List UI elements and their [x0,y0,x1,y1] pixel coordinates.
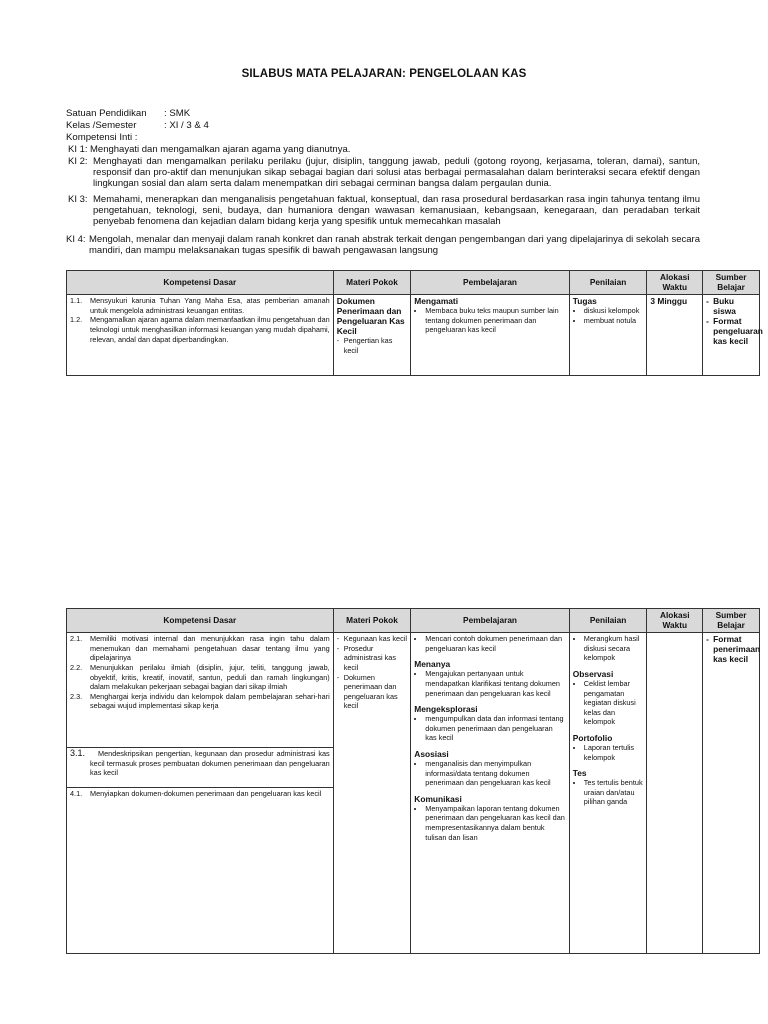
ki-3 [68,194,700,228]
materi-pokok-cell [333,295,411,376]
kd-item [70,749,330,778]
header-sumber-belajar: Sumber Belajar [703,609,760,633]
sumber-item: - Buku siswa [706,296,756,316]
alokasi-waktu-cell [647,633,703,954]
materi-item: - Prosedur administrasi kas kecil [337,644,408,673]
table-header-row [67,609,760,633]
ki-text: Menghayati dan mengamalkan perilaku perilaku (jujur, disiplin, tanggung jawab, peduli (gotong royong, kerjasama, toleran, damai), santun, responsif dan pro-aktif dan menunjukan sikap sebagai bagian dari solusi atas berbagai permasalahan dalam berinteraksi secara efektif dengan lingkungan sosial dan alam serta dalam menempatkan diri sebagai cerminan bangsa dalam pergaulan dunia. [93,156,700,190]
ki-code: KI 3: [68,194,88,205]
ki-1 [68,144,700,155]
kd-number: 2.1. [70,634,83,644]
meta-label: Kelas /Semester [66,120,137,131]
penilaian-item: • diskusi kelompok [584,306,644,316]
ki-text: Mengolah, menalar dan menyaji dalam ranah konkret dan ranah abstrak terkait dengan pengembangan dari yang dipelajarinya di sekolah secara mandiri, dan mampu melaksanakan tugas spesifik di bawah pengawasan langsung [89,234,700,257]
kompetensi-dasar-cell [67,295,334,376]
sumber-item: - Format pengeluaran kas kecil [706,316,763,347]
pembelajaran-item: • mengumpulkan data dan informasi tentang dokumen penerimaan dan pengeluaran kas kecil [425,714,565,743]
pembelajaran-item: • Membaca buku teks maupun sumber lain tentang dokumen penerimaan dan pengeluaran kas kecil [425,306,565,335]
kompetensi-dasar-cell [67,748,334,788]
materi-item-text: Kegunaan kas kecil [343,634,407,644]
pembelajaran-item: • Mengajukan pertanyaan untuk mendapatkan klarifikasi tentang dokumen penerimaan dan pengeluaran kas kecil [425,669,565,698]
materi-pokok-cell [333,633,411,954]
sumber-belajar-cell [703,295,763,376]
kd-text: Mendeskripsikan pengertian, kegunaan dan prosedur administrasi kas kecil termasuk proses pembuatan dokumen penerimaan dan pengeluaran kas kecil [90,749,330,778]
materi-item-text: Pengertian kas kecil [343,336,393,355]
sumber-item-text: Format pengeluaran kas kecil [713,316,763,347]
header-penilaian: Penilaian [569,271,647,295]
kd-item [70,692,330,711]
header-sumber-belajar: Sumber Belajar [703,271,760,295]
kd-text: Memiliki motivasi internal dan menunjukkan rasa ingin tahu dalam menemukan dan memahami pengetahuan dasar tentang ilmu yang dipelajarinya [90,634,330,663]
pembelajaran-title: Mengeksplorasi [414,704,478,715]
header-pembelajaran: Pembelajaran [411,609,569,633]
kd-text: Menunjukkan perilaku ilmiah (disiplin, jujur, teliti, tanggung jawab, obyektif, kritis, kreatif, inovatif, santun, peduli dan ramah lingkungan) dalam melakukan pekerjaan sebagai bagian dari sikap ilmiah [90,662,330,692]
header-materi-pokok: Materi Pokok [333,609,411,633]
pembelajaran-title: Komunikasi [414,793,462,804]
pembelajaran-cell [411,633,569,954]
meta-value: : XI / 3 & 4 [164,120,209,131]
sumber-item-text: Format penerimaan kas kecil [713,634,761,665]
pembelajaran-title: Mengamati [414,296,459,307]
materi-item-text: Prosedur administrasi kas kecil [343,643,397,672]
silabus-table-2 [66,608,760,954]
penilaian-title: Observasi [572,668,614,679]
pembelajaran-cell [411,295,569,376]
document-title: SILABUS MATA PELAJARAN: PENGELOLAAN KAS [241,68,527,80]
kd-text: Mengamalkan ajaran agama dalam memanfaatkan ilmu pengetahuan dan teknologi untuk menghasilkan informasi keuangan yang mudah dipahami, relevan, andal dan dapat diperbandingkan. [90,315,330,344]
kd-number: 4.1. [70,789,83,799]
pembelajaran-title: Menanya [414,659,451,670]
kd-text: Menyiapkan dokumen-dokumen penerimaan dan pengeluaran kas kecil [90,789,322,799]
pembelajaran-title: Asosiasi [414,748,449,759]
penilaian-title: Tugas [572,296,597,307]
table-header-row [67,271,760,295]
ki-text: Memahami, menerapkan dan menganalisis pengetahuan faktual, konseptual, dan rasa prosedural berdasarkan rasa ingin tahunya tentang ilmu pengetahuan, teknologi, seni, budaya, dan humaniora dengan wawasan kemanusiaan, kebangsaan, kenegaraan, dan peradaban terkait penyebab fenomena dan kejadian dalam bidang kerja yang spesifik untuk memecahkan masalah [93,194,700,228]
pembelajaran-item: • Mencari contoh dokumen penerimaan dan pengeluaran kas kecil [425,634,565,653]
sumber-item: - Format penerimaan kas kecil [706,634,761,665]
header-alokasi-waktu: Alokasi Waktu [647,271,703,295]
kd-item [70,315,330,344]
ki-code: KI 2: [68,156,88,167]
kompetensi-dasar-cell [67,633,334,748]
ki-code: KI 4: [66,234,86,245]
silabus-table-1 [66,270,763,376]
penilaian-item: • Tes tertulis bentuk uraian dan/atau pilihan ganda [584,778,644,807]
kd-text: Menghargai kerja individu dan kelompok dalam pembelajaran sehari-hari sebagai wujud implementasi sikap kerja [90,691,330,711]
penilaian-title: Portofolio [572,732,613,743]
penilaian-item: • membuat notula [584,316,644,326]
ki-4 [66,234,700,256]
penilaian-cell [569,295,647,376]
penilaian-title: Tes [572,768,587,779]
materi-item-text: Dokumen penerimaan dan pengeluaran kas kecil [343,672,398,711]
kd-item [70,634,330,663]
kd-number: 1.1. [70,296,83,306]
alokasi-waktu-cell: 3 Minggu [647,295,703,376]
kd-number: 2.2. [70,662,83,672]
materi-item: - Kegunaan kas kecil [336,634,407,644]
header-kompetensi-dasar: Kompetensi Dasar [67,271,334,295]
kompetensi-inti-label: Kompetensi Inti : [66,132,138,143]
kd-number: 1.2. [70,315,83,325]
table-row [67,633,760,748]
sumber-belajar-cell [703,633,760,954]
header-pembelajaran: Pembelajaran [411,271,569,295]
ki-code: KI 1: [68,144,88,155]
kd-item [70,789,330,799]
meta-value: : SMK [164,108,191,119]
ki-text: Menghayati dan mengamalkan ajaran agama yang dianutnya. [90,144,351,155]
pembelajaran-item: • Menyampaikan laporan tentang dokumen penerimaan dan pengeluaran kas kecil dan mempresentasikannya dalam bentuk tulisan dan lisan [425,804,565,842]
materi-title: Dokumen Penerimaan dan Pengeluaran Kas Kecil [336,296,405,337]
header-kompetensi-dasar: Kompetensi Dasar [67,609,334,633]
materi-item: - Dokumen penerimaan dan pengeluaran kas kecil [337,673,408,711]
penilaian-item: • Laporan tertulis kelompok [584,743,644,762]
kd-text: Mensyukuri karunia Tuhan Yang Maha Esa, atas pemberian amanah untuk mengelola administrasi keuangan entitas. [90,296,330,315]
sumber-item-text: Buku siswa [713,296,736,317]
kd-number: 3.1. [70,748,86,759]
meta-satuan [66,108,190,119]
penilaian-item: • Ceklist lembar pengamatan kegiatan diskusi kelas dan kelompok [584,679,644,727]
kd-item [70,663,330,692]
meta-kelas [66,120,209,131]
materi-item: - Pengertian kas kecil [337,336,408,355]
pembelajaran-item: • menganalisis dan menyimpulkan informasi/data tentang dokumen penerimaan dan pengeluaran kas kecil [425,759,565,788]
header-penilaian: Penilaian [569,609,647,633]
kd-item [70,296,330,315]
header-alokasi-waktu: Alokasi Waktu [647,609,703,633]
kd-number: 2.3. [70,691,83,701]
penilaian-item: • Merangkum hasil diskusi secara kelompok [584,634,644,663]
ki-2 [68,156,700,190]
meta-label: Satuan Pendidikan [66,108,147,119]
kompetensi-dasar-cell [67,788,334,954]
penilaian-cell [569,633,647,954]
table-row [67,295,760,376]
header-materi-pokok: Materi Pokok [333,271,411,295]
